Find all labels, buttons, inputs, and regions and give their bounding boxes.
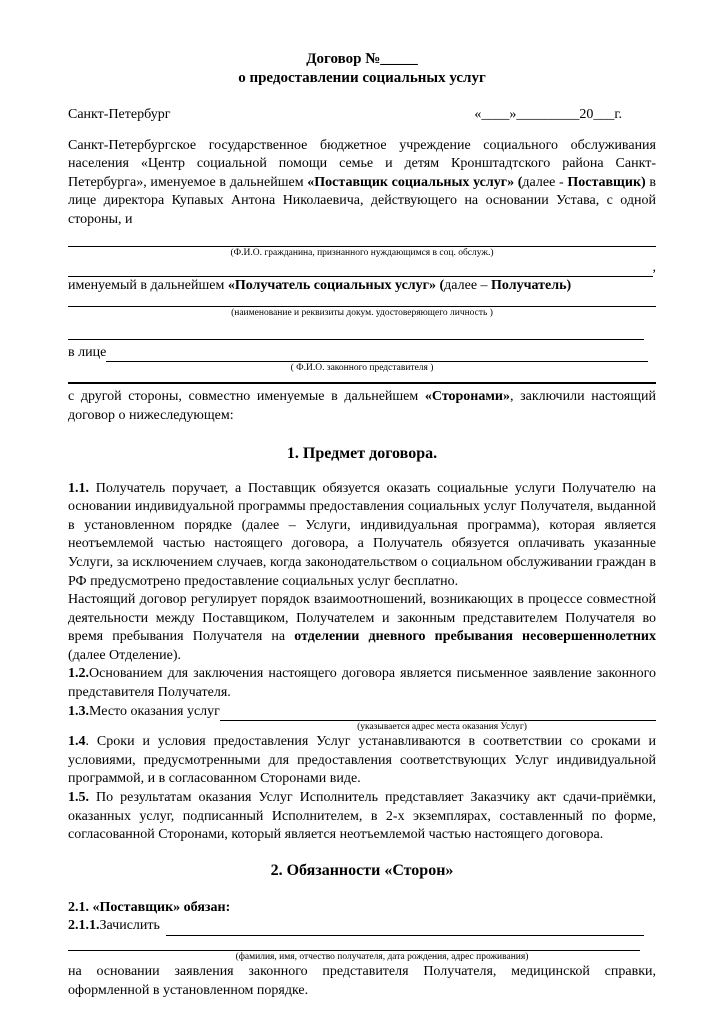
clause-text: По результатам оказания Услуг Исполнитель представляет Заказчику акт сдачи-приёмки, оказанных услуг, подписанный Исполнителем, в 2-х экземплярах, составленный по форме, согласованной Сторонами, который является неотъемлемой частью настоящего договора.: [68, 790, 656, 843]
provider-obligations-heading: [68, 899, 656, 918]
recipient-prefix: именуемый в дальнейшем: [68, 278, 228, 294]
contract-document: [68, 50, 656, 1000]
clause-number: 1.1.: [68, 480, 89, 496]
clause-2-1-1-end: на основании заявления законного представителя Получателя, медицинской справки, оформленной в установленном порядке.: [68, 964, 656, 998]
clause-1-2: [68, 665, 656, 702]
parties-intro: [68, 137, 656, 230]
service-address-line: [220, 706, 656, 721]
intro-text-2: далее -: [522, 174, 568, 190]
clause-number: 1.3.: [68, 703, 89, 719]
clause-number: 1.2.: [68, 666, 89, 682]
representative-line: [106, 347, 648, 362]
clause-number: 2.1.1.: [68, 918, 100, 934]
sub-heading: 2.1. «Поставщик» обязан:: [68, 899, 231, 915]
enroll-caption: (фамилия, имя, отчество получателя, дата рождения, адрес проживания): [235, 952, 529, 962]
intro-text-3: в лице директора Купавых Антона Николаевича, действующего на основании Устава, с одной стороны, и: [68, 174, 656, 227]
clause-2-1-1: [68, 917, 656, 936]
section1-heading: 1. Предмет договора.: [286, 444, 438, 462]
clause-text: Место оказания услуг: [89, 703, 220, 719]
clause-text: Настоящий договор регулирует порядок взаимоотношений, возникающих в процессе совместной деятельности между Поставщиком, Получателем и законным представителем Получателя во время пребывания Получателя на: [68, 592, 656, 645]
representative-row: [68, 344, 656, 363]
recipient-extra-line: [68, 262, 653, 277]
recipient-fio-caption: (Ф.И.О. гражданина, признанного нуждающимся в соц. обслуж.): [230, 247, 494, 258]
identity-doc-line-2: [68, 319, 644, 340]
recipient-name: «Получатель социальных услуг» (: [227, 278, 445, 294]
clause-text: . Сроки и условия предоставления Услуг устанавливаются в соответствии со сроками и условиями, предусмотренными для предоставления соответствующих Услуг индивидуальной программой, и в согласованном Сторонами виде.: [68, 734, 656, 787]
date-placeholder: «____»_________20___г.: [474, 107, 622, 122]
provider-name: «Поставщик социальных услуг» (: [307, 174, 523, 190]
section2-heading: 2. Обязанности «Сторон»: [270, 861, 454, 879]
representative-caption: ( Ф.И.О. законного представителя ): [290, 363, 434, 374]
parties-closing: [68, 388, 656, 425]
clause-text: Основанием для заключения настоящего договора является письменное заявление законного представителя Получателя.: [68, 666, 656, 701]
contract-title: Договор №_____: [306, 51, 418, 67]
service-address-caption: (указывается адрес места оказания Услуг): [357, 722, 527, 733]
recipient-definition: [68, 277, 656, 296]
clause-number: 1.4: [68, 734, 86, 750]
provider-short: Поставщик): [567, 174, 646, 190]
place-date-row: [68, 106, 656, 125]
clause-text-end: (далее Отделение).: [68, 647, 181, 663]
recipient-line-row: ,: [68, 259, 656, 278]
divider: [68, 374, 656, 384]
enroll-line-2: [68, 936, 640, 951]
clause-text: Зачислить: [99, 918, 160, 934]
clause-1-3: [68, 703, 656, 722]
recipient-mid: далее –: [444, 278, 492, 294]
department-name: отделении дневного пребывания несовершеннолетних: [294, 629, 656, 645]
recipient-fio-line: [68, 230, 656, 247]
recipient-short: Получатель): [491, 278, 572, 294]
clause-1-1: [68, 480, 656, 592]
identity-doc-line: [68, 296, 656, 307]
clause-1-4: [68, 733, 656, 789]
enroll-line: [166, 921, 644, 936]
in-person-label: в лице: [68, 344, 107, 360]
clause-text: Получатель поручает, а Поставщик обязуется оказать социальные услуги Получателю на основании индивидуальной программы предоставления социальных услуг Получателя, выданной в установленном порядке (далее – Услуги, индивидуальная программа), которая является неотъемлемой частью настоящего договора, а Получатель обязуется оплачивать указанные Услуги, за исключением случаев, когда законодательством о социальном обслуживании граждан в РФ предусмотрено предоставление социальных услуг бесплатно.: [68, 480, 656, 589]
clause-1-5: [68, 789, 656, 845]
clause-number: 1.5.: [68, 790, 89, 806]
intro-text: Санкт-Петербургское государственное бюджетное учреждение социального обслуживания населения «Центр социальной помощи семье и детям Кронштадтского района Санкт-Петербурга», именуемое в дальнейшем: [68, 137, 656, 190]
parties-term: «Сторонами»: [424, 389, 510, 405]
contract-subtitle: о предоставлении социальных услуг: [238, 70, 486, 86]
clause-1-1-b: [68, 591, 656, 665]
identity-doc-caption: (наименование и реквизиты докум. удостоверяющего личность ): [231, 307, 493, 318]
closing-text: с другой стороны, совместно именуемые в дальнейшем: [68, 389, 425, 405]
closing-text-2: , заключили настоящий договор о нижеследующем:: [68, 389, 656, 423]
city-label: Санкт-Петербург: [68, 107, 171, 122]
